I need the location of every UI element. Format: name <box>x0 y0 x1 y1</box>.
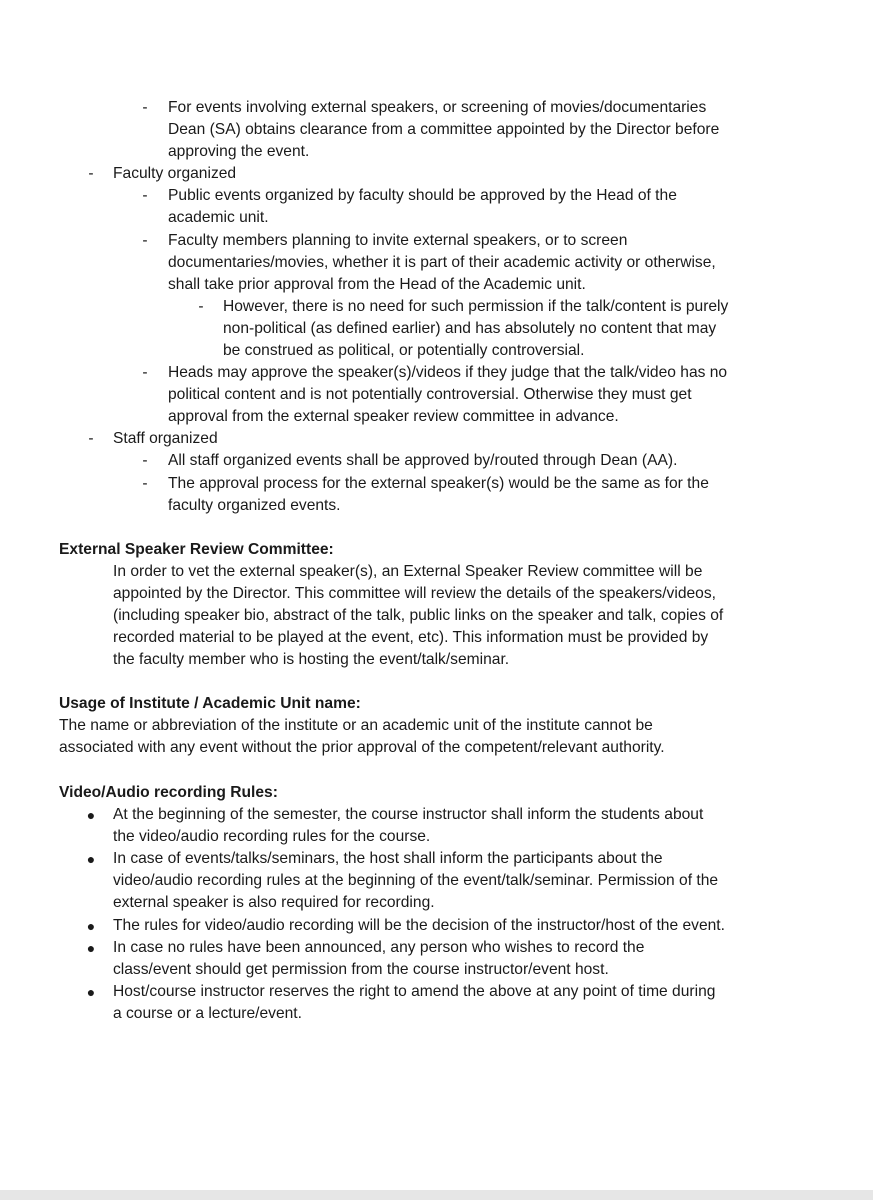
list-item-line: In case of events/talks/seminars, the host shall inform the participants about the <box>113 850 663 867</box>
page-bottom-edge <box>0 1190 873 1200</box>
list-item-line: non-political (as defined earlier) and has absolutely no content that may <box>223 320 717 337</box>
list-item-line: external speaker is also required for recording. <box>113 894 435 911</box>
faculty-organized-label: Faculty organized <box>113 165 237 182</box>
list-dash: - <box>142 232 148 249</box>
paragraph-line: appointed by the Director. This committee will review the details of the speakers/videos, <box>113 585 716 602</box>
list-dash: - <box>88 165 94 182</box>
list-item-line: The approval process for the external speaker(s) would be the same as for the <box>168 475 709 492</box>
staff-organized-label: Staff organized <box>113 430 218 447</box>
paragraph-line: (including speaker bio, abstract of the talk, public links on the speaker and talk, copies of <box>113 607 724 624</box>
section-heading: Usage of Institute / Academic Unit name: <box>59 695 361 712</box>
list-item-line: documentaries/movies, whether it is part of their academic activity or otherwise, <box>168 254 716 271</box>
list-item-line: the video/audio recording rules for the course. <box>113 828 431 845</box>
list-item-line: class/event should get permission from the course instructor/event host. <box>113 961 609 978</box>
list-item-line: academic unit. <box>168 209 269 226</box>
paragraph-line: associated with any event without the prior approval of the competent/relevant authority. <box>59 739 665 756</box>
list-item-line: approval from the external speaker review committee in advance. <box>168 408 619 425</box>
list-item-line: All staff organized events shall be approved by/routed through Dean (AA). <box>168 452 678 469</box>
section-heading: External Speaker Review Committee: <box>59 541 334 558</box>
list-item-line: be construed as political, or potentially controversial. <box>223 342 585 359</box>
paragraph-line: The name or abbreviation of the institute or an academic unit of the institute cannot be <box>59 717 653 734</box>
list-item-line: Public events organized by faculty should be approved by the Head of the <box>168 187 677 204</box>
list-item-line: Faculty members planning to invite external speakers, or to screen <box>168 232 628 249</box>
list-item-line: In case no rules have been announced, any person who wishes to record the <box>113 939 645 956</box>
list-bullet: ● <box>86 940 96 956</box>
list-bullet: ● <box>86 807 96 823</box>
list-dash: - <box>142 187 148 204</box>
list-dash: - <box>142 475 148 492</box>
list-item-line: For events involving external speakers, or screening of movies/documentaries <box>168 99 707 116</box>
paragraph-line: the faculty member who is hosting the event/talk/seminar. <box>113 651 510 668</box>
list-item-line: The rules for video/audio recording will be the decision of the instructor/host of the event. <box>113 917 725 934</box>
list-dash: - <box>142 452 148 469</box>
list-item-line: Dean (SA) obtains clearance from a committee appointed by the Director before <box>168 121 720 138</box>
list-dash: - <box>198 298 204 315</box>
list-dash: - <box>142 99 148 116</box>
list-bullet: ● <box>86 918 96 934</box>
paragraph-line: recorded material to be played at the event, etc). This information must be provided by <box>113 629 709 646</box>
list-item-line: At the beginning of the semester, the course instructor shall inform the students about <box>113 806 704 823</box>
list-dash: - <box>142 364 148 381</box>
list-item-line: a course or a lecture/event. <box>113 1005 302 1022</box>
list-item-line: approving the event. <box>168 143 310 160</box>
list-item-line: political content and is not potentially controversial. Otherwise they must get <box>168 386 692 403</box>
list-dash: - <box>88 430 94 447</box>
list-item-line: However, there is no need for such permission if the talk/content is purely <box>223 298 729 315</box>
list-item-line: video/audio recording rules at the beginning of the event/talk/seminar. Permission of the <box>113 872 719 889</box>
list-item-line: Host/course instructor reserves the right to amend the above at any point of time during <box>113 983 716 1000</box>
list-item-line: shall take prior approval from the Head of the Academic unit. <box>168 276 586 293</box>
list-bullet: ● <box>86 984 96 1000</box>
list-item-line: Heads may approve the speaker(s)/videos if they judge that the talk/video has no <box>168 364 728 381</box>
paragraph-line: In order to vet the external speaker(s), an External Speaker Review committee will be <box>113 563 703 580</box>
list-bullet: ● <box>86 851 96 867</box>
section-heading: Video/Audio recording Rules: <box>59 784 278 801</box>
list-item-line: faculty organized events. <box>168 497 341 514</box>
